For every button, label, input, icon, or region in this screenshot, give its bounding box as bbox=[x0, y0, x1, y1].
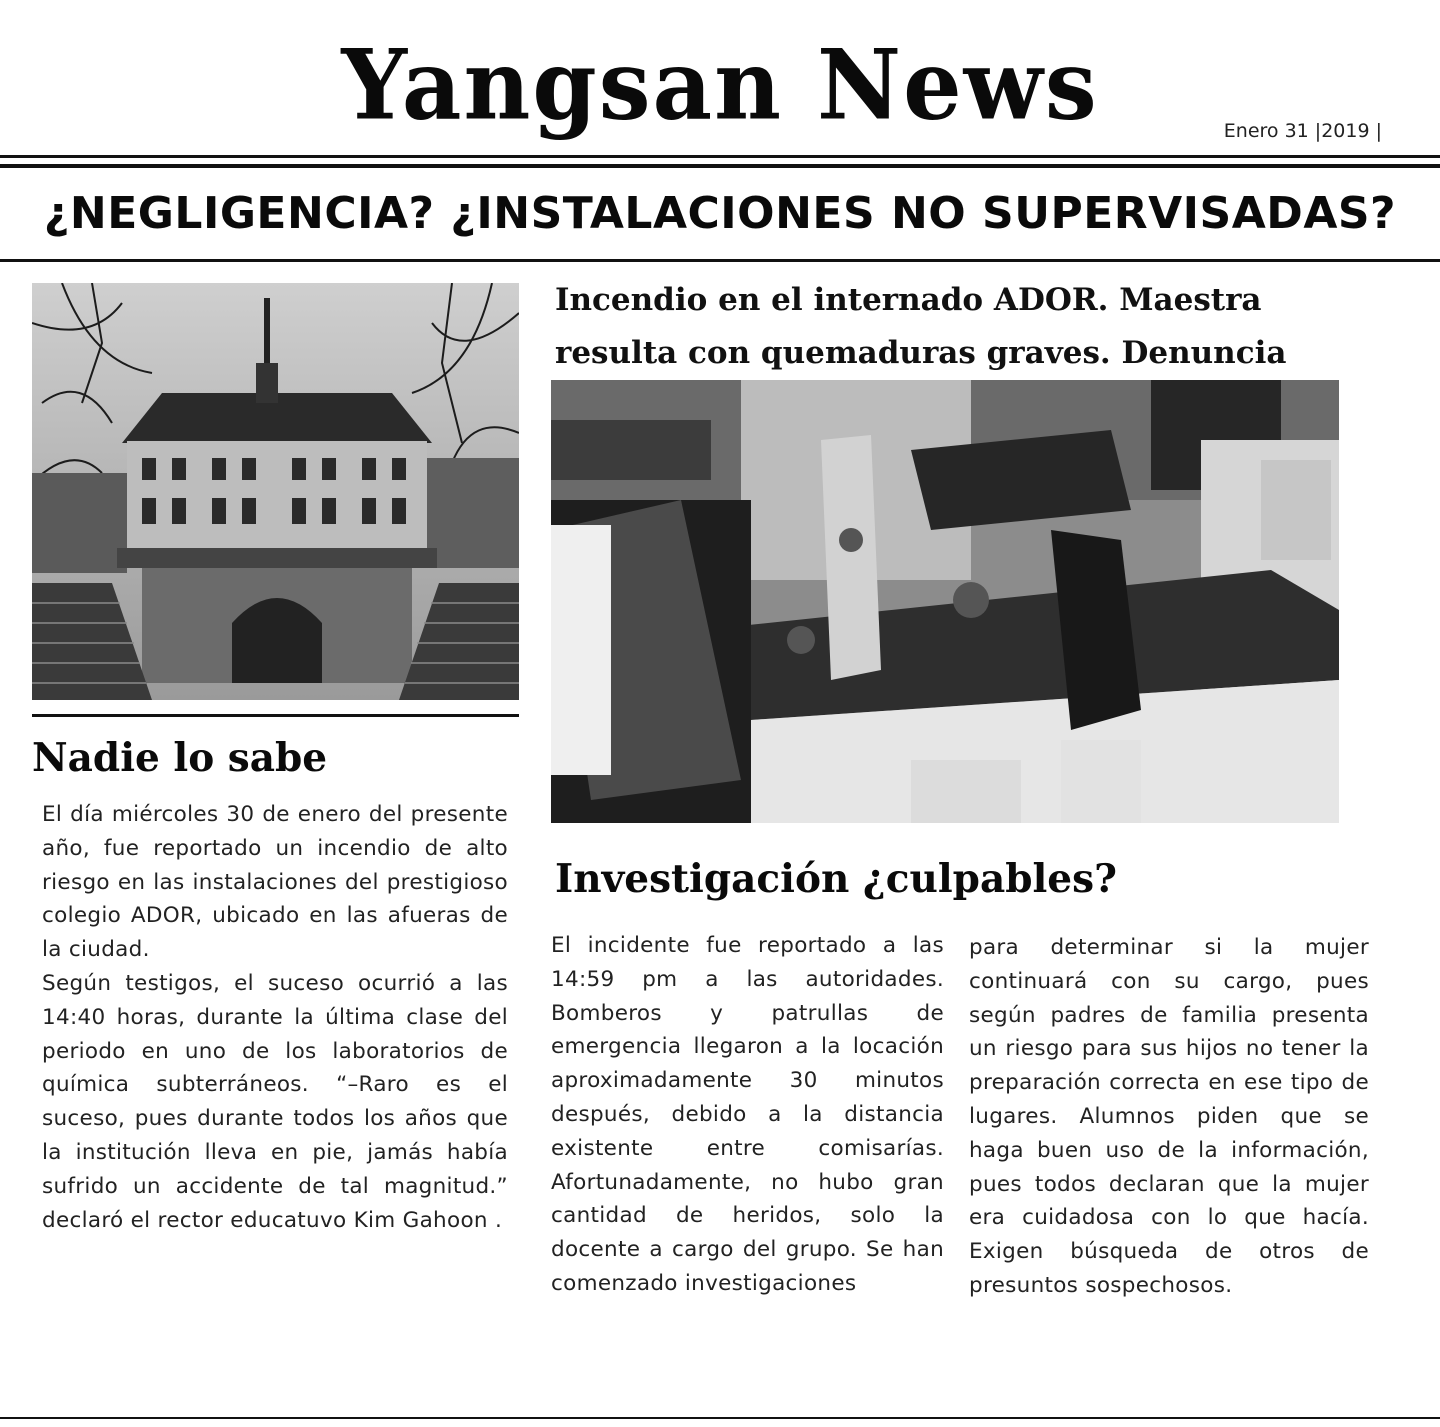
right-article-column-2: para determinar si la mujer continuará con su cargo, pues según padres de familia presenta un riesgo para sus hijos no tener la preparación correcta en ese tipo de lugares. Alumnos piden que se haga buen uso de la información, pues todos declaran que la mujer era cuidadosa con lo que hacía. Exigen búsqueda de otros de presuntos sospechosos. bbox=[969, 935, 1369, 1298]
headline-rule bbox=[0, 259, 1440, 262]
left-article-paragraph: El día miércoles 30 de enero del presente año, fue reportado un incendio de alto riesgo en las instalaciones del prestigioso colegio ADOR, ubicado en las afueras de la ciudad. bbox=[42, 802, 508, 963]
left-article-title: Nadie lo sabe bbox=[32, 735, 328, 781]
issue-date: Enero 31 |2019 | bbox=[1223, 120, 1382, 142]
burned-lab-photo bbox=[551, 380, 1339, 823]
right-article-title: Investigación ¿culpables? bbox=[555, 856, 1117, 902]
subheadline: Incendio en el internado ADOR. Maestra resulta con quemaduras graves. Denuncia bbox=[555, 282, 1287, 371]
school-building-photo bbox=[32, 283, 519, 700]
left-article-body bbox=[42, 798, 508, 1237]
footer-rule bbox=[0, 1417, 1440, 1419]
newspaper-masthead: Yangsan News bbox=[341, 28, 1099, 142]
right-article-column-1: El incidente fue reportado a las 14:59 pm a las autoridades. Bomberos y patrullas de emergencia llegaron a la locación aproximadamente 30 minutos después, debido a la distancia existente entre comisarías. Afortunadamente, no hubo gran cantidad de heridos, solo la docente a cargo del grupo. Se han comenzado investigaciones bbox=[551, 933, 944, 1296]
masthead-rule-bottom bbox=[0, 164, 1440, 168]
main-headline: ¿NEGLIGENCIA? ¿INSTALACIONES NO SUPERVISADAS? bbox=[43, 188, 1397, 239]
masthead-rule-top bbox=[0, 155, 1440, 158]
left-article-paragraph: Según testigos, el suceso ocurrió a las 14:40 horas, durante la última clase del periodo en uno de los laboratorios de química subterráneos. “–Raro es el suceso, pues durante todos los años que la institución lleva en pie, jamás había sufrido un accidente de tal magnitud.” declaró el rector educatuvo Kim Gahoon . bbox=[42, 970, 508, 1233]
photo-caption-rule bbox=[32, 714, 519, 717]
